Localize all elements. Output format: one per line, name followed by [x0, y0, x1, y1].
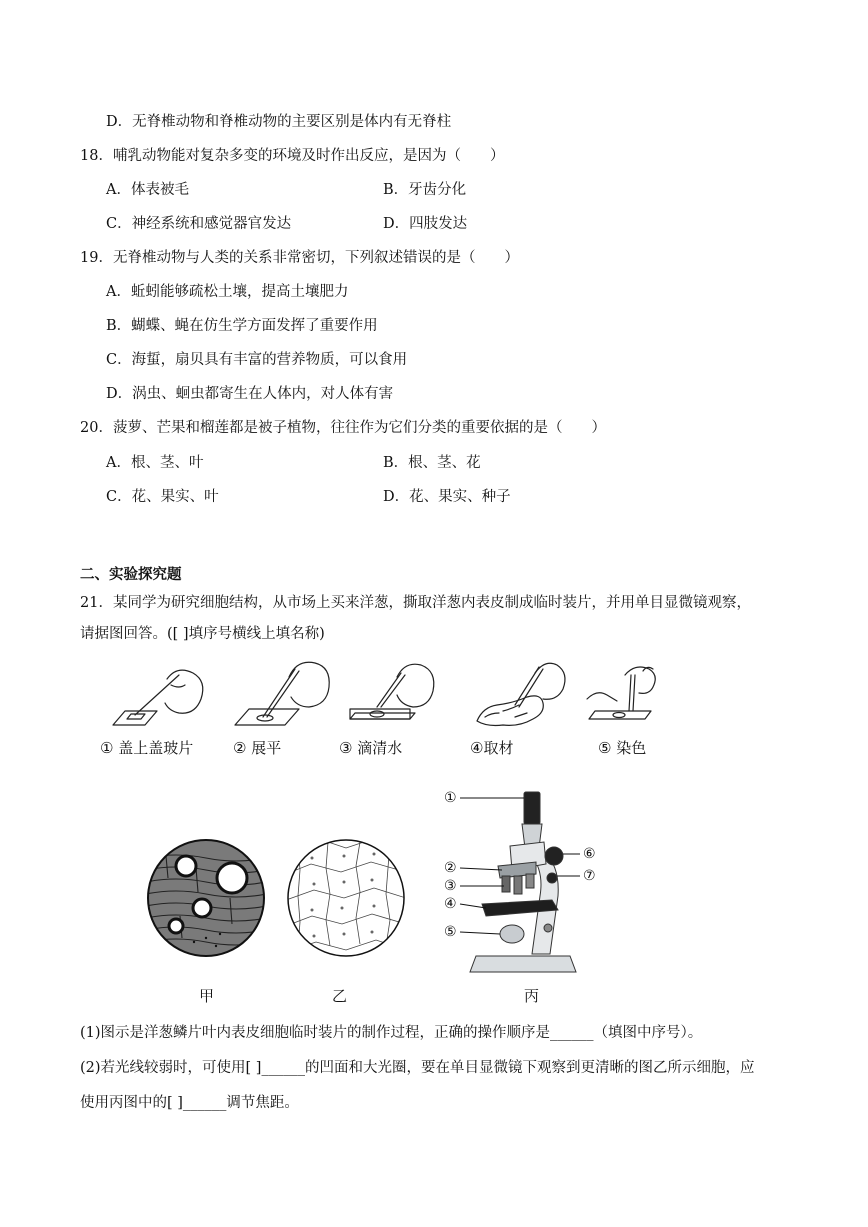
q21-stem-line2: 请据图回答。([ ]填序号横线上填名称)	[80, 626, 325, 642]
q18-option-a: A．体表被毛	[106, 182, 189, 198]
part-label-5: ⑤	[444, 924, 457, 940]
q20-stem: 20．菠萝、芒果和榴莲都是被子植物，往往作为它们分类的重要依据的是（ ）	[80, 420, 606, 436]
q18-stem: 18．哺乳动物能对复杂多变的环境及时作出反应，是因为（ ）	[80, 148, 505, 164]
part-label-3: ③	[444, 878, 457, 894]
q19-stem: 19．无脊椎动物与人类的关系非常密切，下列叙述错误的是（ ）	[80, 250, 519, 266]
q18-option-c: C．神经系统和感觉器官发达	[106, 216, 292, 232]
fig-caption-bing: 丙	[524, 987, 540, 1005]
q19-option-b: B．蝴蝶、蝇在仿生学方面发挥了重要作用	[106, 318, 378, 334]
step-caption-1: ① 盖上盖玻片	[100, 739, 194, 757]
q18-option-d: D．四肢发达	[383, 216, 468, 232]
q21-part2-line2: 使用丙图中的[ ]______调节焦距。	[80, 1095, 299, 1111]
q20-option-a: A．根、茎、叶	[106, 455, 204, 471]
q18-option-b: B．牙齿分化	[383, 182, 467, 198]
step-caption-5: ⑤ 染色	[598, 739, 647, 757]
fig-yi-cells	[286, 838, 406, 958]
fig-caption-yi: 乙	[332, 987, 348, 1005]
fig-jia-bubbles	[146, 838, 266, 958]
section-title: 二、实验探究题	[80, 567, 182, 583]
fig-caption-jia: 甲	[199, 987, 215, 1005]
part-label-2: ②	[444, 860, 457, 876]
q19-option-c: C．海蜇，扇贝具有丰富的营养物质，可以食用	[106, 352, 408, 368]
step-illustrations	[105, 655, 675, 735]
part-label-4: ④	[444, 896, 457, 912]
step-caption-2: ② 展平	[233, 739, 282, 757]
q19-option-d: D．涡虫、蛔虫都寄生在人体内，对人体有害	[106, 386, 394, 402]
q21-part1: (1)图示是洋葱鳞片叶内表皮细胞临时装片的制作过程，正确的操作顺序是______（填图中序号）。	[80, 1025, 703, 1041]
part-label-7: ⑦	[583, 868, 596, 884]
q19-option-a: A．蚯蚓能够疏松土壤，提高土壤肥力	[106, 284, 349, 300]
q20-option-c: C．花、果实、叶	[106, 489, 219, 505]
part-label-1: ①	[444, 790, 457, 806]
q21-stem-line1: 21．某同学为研究细胞结构，从市场上买来洋葱，撕取洋葱内表皮制成临时装片，并用单目显微镜观察，	[80, 595, 751, 611]
q21-part2-line1: (2)若光线较弱时，可使用[ ]______的凹面和大光圈，要在单目显微镜下观察到更清晰的图乙所示细胞，应	[80, 1060, 755, 1076]
q20-option-d: D．花、果实、种子	[383, 489, 511, 505]
part-label-6: ⑥	[583, 846, 596, 862]
step-caption-4: ④取材	[470, 739, 514, 757]
step-caption-3: ③ 滴清水	[339, 739, 403, 757]
q17-option-d: D．无脊椎动物和脊椎动物的主要区别是体内有无脊柱	[106, 114, 452, 130]
q20-option-b: B．根、茎、花	[383, 455, 481, 471]
